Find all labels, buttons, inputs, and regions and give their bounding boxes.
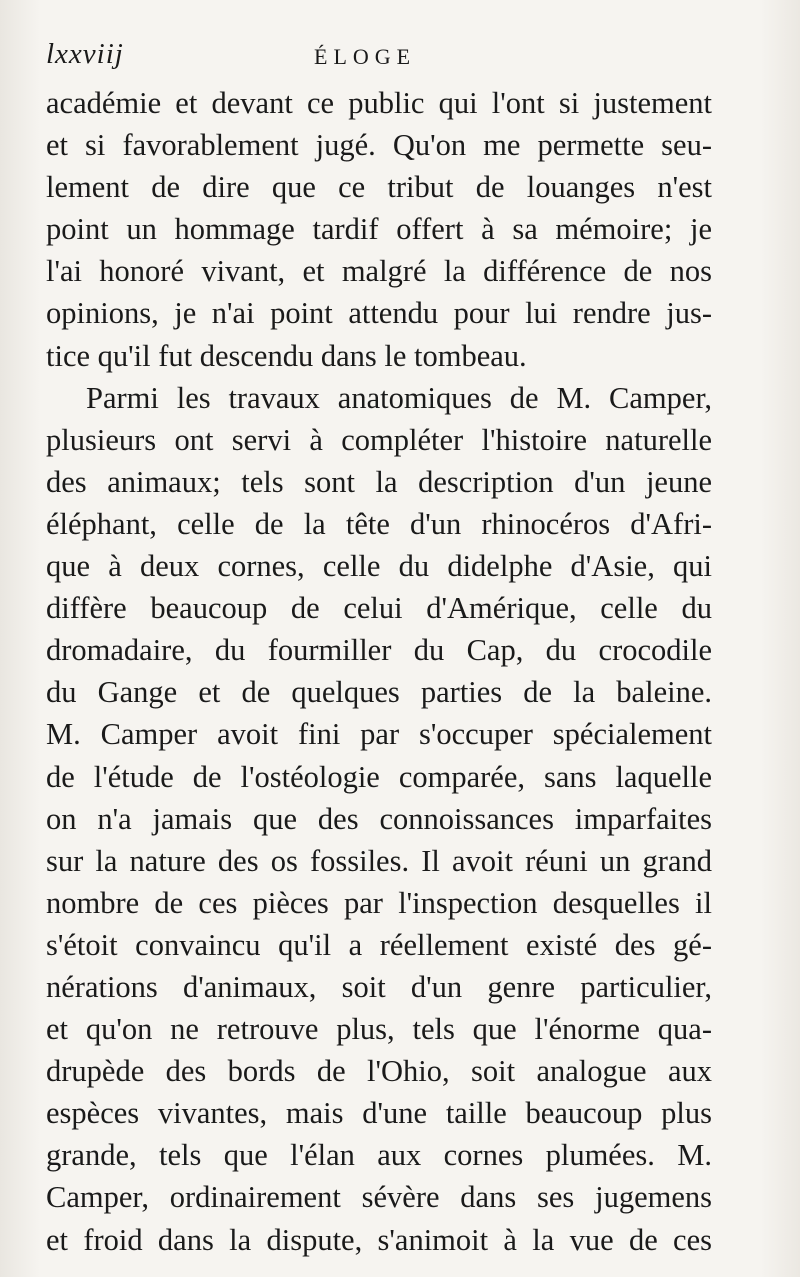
text-line: plusieurs ont servi à compléter l'histoire naturelle	[46, 422, 712, 457]
text-line: point un hommage tardif offert à sa mémoire; je	[46, 212, 712, 247]
text-line: grande, tels que l'élan aux cornes plumées. M.	[46, 1138, 712, 1173]
text-line: Parmi les travaux anatomiques de M. Camper,	[86, 380, 712, 415]
text-line: dromadaire, du fourmiller du Cap, du crocodile	[46, 633, 712, 668]
text-line: éléphant, celle de la tête d'un rhinocéros d'Afri-	[46, 506, 712, 541]
text-line: et qu'on ne retrouve plus, tels que l'énorme qua-	[46, 1012, 712, 1047]
page-number: lxxviij	[46, 38, 124, 70]
text-line: s'étoit convaincu qu'il a réellement existé des gé-	[46, 927, 712, 962]
body-text	[46, 82, 712, 1261]
text-line: diffère beaucoup de celui d'Amérique, celle du	[46, 591, 712, 626]
text-line: de l'étude de l'ostéologie comparée, sans laquelle	[46, 759, 712, 794]
text-line: drupède des bords de l'Ohio, soit analogue aux	[46, 1054, 712, 1089]
text-line: nombre de ces pièces par l'inspection desquelles il	[46, 885, 712, 920]
text-line: on n'a jamais que des connoissances imparfaites	[46, 801, 712, 836]
text-line: nérations d'animaux, soit d'un genre particulier,	[46, 969, 712, 1004]
text-line: sur la nature des os fossiles. Il avoit réuni un grand	[46, 843, 712, 878]
text-line: espèces vivantes, mais d'une taille beaucoup plus	[46, 1096, 712, 1131]
text-line: académie et devant ce public qui l'ont si justement	[46, 86, 712, 120]
text-line: et si favorablement jugé. Qu'on me permette seu-	[46, 128, 712, 163]
running-head: ÉLOGE	[314, 44, 417, 69]
text-line: M. Camper avoit fini par s'occuper spécialement	[46, 717, 712, 752]
text-line: Camper, ordinairement sévère dans ses jugemens	[46, 1180, 712, 1215]
page-header	[46, 38, 756, 78]
text-line: opinions, je n'ai point attendu pour lui rendre jus-	[46, 296, 712, 331]
text-line: l'ai honoré vivant, et malgré la différence de nos	[46, 254, 712, 289]
text-line: des animaux; tels sont la description d'un jeune	[46, 464, 712, 499]
text-line: tice qu'il fut descendu dans le tombeau.	[46, 338, 527, 373]
text-line: du Gange et de quelques parties de la baleine.	[46, 675, 712, 710]
text-line: que à deux cornes, celle du didelphe d'Asie, qui	[46, 549, 712, 584]
text-line: et froid dans la dispute, s'animoit à la vue de ces	[46, 1222, 712, 1257]
text-line: lement de dire que ce tribut de louanges n'est	[46, 170, 712, 205]
